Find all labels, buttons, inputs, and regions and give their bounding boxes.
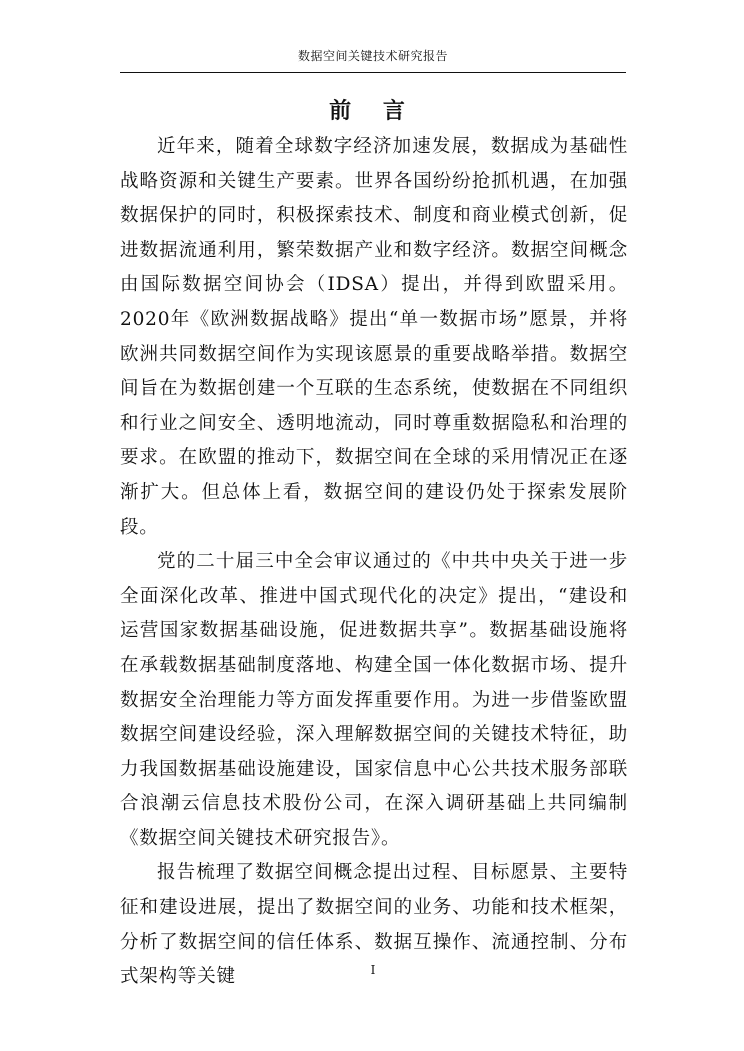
paragraph-1: 近年来，随着全球数字经济加速发展，数据成为基础性战略资源和关键生产要素。世界各国纷纷抢抓机遇，在加强数据保护的同时，积极探索技术、制度和商业模式创新，促进数据流通利用，繁荣数据产业和数字经济。数据空间概念由国际数据空间协会（IDSA）提出，并得到欧盟采用。2020年《欧洲数据战略》提出“单一数据市场”愿景，并将欧洲共同数据空间作为实现该愿景的重要战略举措。数据空间旨在为数据创建一个互联的生态系统，使数据在不同组织和行业之间安全、透明地流动，同时尊重数据隐私和治理的要求。在欧盟的推动下，数据空间在全球的采用情况正在逐渐扩大。但总体上看，数据空间的建设仍处于探索发展阶段。 (120, 136, 628, 538)
running-header: 数据空间关键技术研究报告 (297, 49, 448, 63)
page-title: 前 言 (329, 98, 417, 124)
page-number: I (370, 963, 376, 977)
body-text (120, 130, 628, 995)
paragraph-2: 党的二十届三中全会审议通过的《中共中央关于进一步全面深化改革、推进中国式现代化的决定》提出，“建设和运营国家数据基础设施，促进数据共享”。数据基础设施将在承载数据基础制度落地、构建全国一体化数据市场、提升数据安全治理能力等方面发挥重要作用。为进一步借鉴欧盟数据空间建设经验，深入理解数据空间的关键技术特征，助力我国数据基础设施建设，国家信息中心公共技术服务部联合浪潮云信息技术股份公司，在深入调研基础上共同编制《数据空间关键技术研究报告》。 (120, 551, 628, 849)
paragraph-3: 报告梳理了数据空间概念提出过程、目标愿景、主要特征和建设进展，提出了数据空间的业务、功能和技术框架，分析了数据空间的信任体系、数据互操作、流通控制、分布式架构等关键 (120, 862, 628, 988)
header-rule (120, 72, 626, 73)
